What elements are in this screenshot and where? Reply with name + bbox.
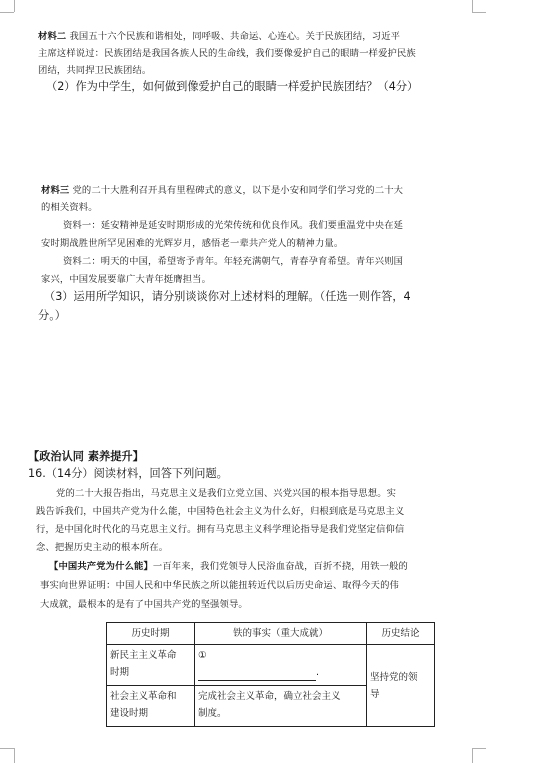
resource2-line2: 家兴，中国发展要靠广大青年挺膺担当。 [41,274,212,285]
material2-text1: 我国五十六个民族和谐相处，同呼吸、共命运、心连心。关于民族团结，习近平 [69,31,401,42]
crop-mark-top-left [14,0,15,12]
q16-p2-heading: 【中国共产党为什么能】 [49,561,153,572]
header-period: 历史时期 [107,623,195,645]
row1-fact-end: . [316,667,320,678]
question-2: （2）作为中学生，如何做到像爱护自己的眼睛一样爱护民族团结？（4分） [46,80,419,93]
crop-mark-top-right [472,0,473,12]
table-row [107,645,435,686]
material3-label: 材料三 [41,185,70,196]
crop-mark-bottom-right-h [472,748,486,749]
table-header-row [107,623,435,645]
conclusion-a: 坚持党的领 [370,671,418,683]
q16-p1-line1: 党的二十大报告指出，马克思主义是我们立党立国、兴党兴国的根本指导思想。实 [56,488,397,499]
crop-mark-bottom-right [472,748,473,763]
material3-line1 [41,182,403,196]
question-3-line1: （3）运用所学知识，请分别谈谈你对上述材料的理解。（任选一则作答，4 [44,290,411,303]
crop-mark-bottom-left [14,748,15,763]
q16-p1-line4: 念、把握历史主动的根本所在。 [36,542,169,553]
row1-period-b: 时期 [110,667,130,678]
conclusion-b: 导 [370,688,380,700]
resource1-line2: 安时期战胜世所罕见困难的光辉岁月，感悟老一辈共产党人的精神力量。 [41,238,344,249]
row2-period-a: 社会主义革命和 [110,691,177,702]
header-conclusion: 历史结论 [367,623,435,645]
crop-mark-top-right-h [472,12,486,13]
row1-period-a: 新民主主义革命 [110,650,177,661]
q16-p2-text1: 一百年来，我们党领导人民浴血奋战，百折不挠，用铁一般的 [152,561,408,572]
q16-p2-line3: 大成就，最根本的是有了中国共产党的坚强领导。 [40,599,248,610]
question-3-line2: 分。） [38,309,66,322]
history-facts-table [106,622,435,727]
material3-text1: 党的二十大胜利召开具有里程碑式的意义，以下是小安和同学们学习党的二十大 [72,185,404,196]
q16-p1-line3: 行，是中国化时代化的马克思主义行。拥有马克思主义科学理论指导是我们党坚定信仰信 [36,524,405,535]
material2-line1 [38,28,400,42]
q16-p1-line2: 践告诉我们，中国共产党为什么能，中国特色社会主义为什么好，归根到底是马克思主义 [36,506,405,517]
q16-p2-line1 [49,558,408,572]
resource1-line1: 资料一：延安精神是延安时期形成的光荣传统和优良作风。我们要重温党中央在延 [63,220,404,231]
question-16-header: 16.（14分）阅读材料，回答下列问题。 [28,467,228,480]
row1-period [107,645,195,686]
material3-line2: 的相关资料。 [41,202,98,213]
resource2-line1: 资料二：明天的中国，希望寄予青年。年轻充满朝气，青春孕育希望。青年兴则国 [63,256,404,267]
material2-line3: 团结，共同捍卫民族团结。 [38,65,152,76]
material2-label: 材料二 [38,31,67,42]
crop-mark-bottom-left-h [0,748,14,749]
conclusion-cell [367,645,435,727]
row2-period-b: 建设时期 [110,708,149,719]
crop-mark-top-left-h [0,12,14,13]
row1-fact-marker: ① [198,650,207,661]
answer-blank[interactable] [198,668,316,681]
header-facts: 铁的事实（重大成就） [195,623,367,645]
row2-fact-a: 完成社会主义革命，确立社会主义 [198,691,341,702]
row1-fact[interactable] [195,645,367,686]
section-title: 【政治认同 素养提升】 [28,450,144,463]
material2-line2: 主席这样说过：民族团结是我国各族人民的生命线，我们要像爱护自己的眼睛一样爱护民族 [38,48,416,59]
row2-period [107,686,195,727]
q16-p2-line2: 事实向世界证明：中国人民和中华民族之所以能扭转近代以后历史命运、取得今天的伟 [40,580,399,591]
row2-fact [195,686,367,727]
row2-fact-b: 制度。 [198,708,227,719]
